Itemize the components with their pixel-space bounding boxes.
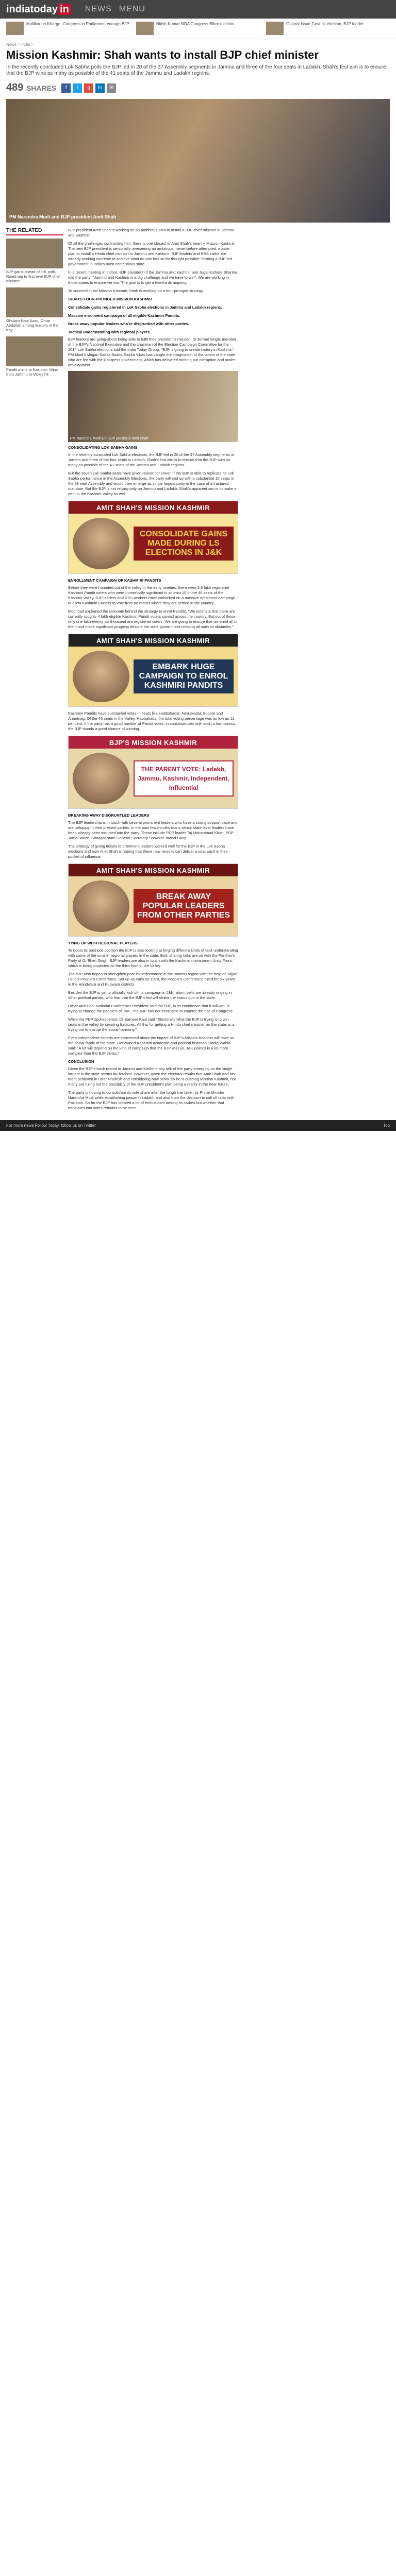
card-ribbon: AMIT SHAH'S MISSION KASHMIR [69,501,238,514]
trending-thumb [136,22,154,35]
paragraph: Of all the challenges confronting him, there is one closest to Amit Shah's heart -- Mission Kashmir. The new BJP president is personally overseeing an ambitious, never-before attempted, master plan to install a Hindu chief minister in Jammu and Kashmir. BJP leaders and RSS cadre are already working overtime to achieve what no one has so far thought possible: forming a BJP-led government in India's most contentious state. [68,241,236,266]
card-headline: EMBARK HUGE CAMPAIGN TO ENROL KASHMIRI PANDITS [134,659,234,693]
related-item[interactable] [6,336,63,377]
article-summary: In the recently concluded Lok Sabha polls the BJP led in 20 of the 37 Assembly segments in Jammu and three of the four seats in Ladakh. Shah's first aim is to ensure that the BJP wins as many as possible of the 41 seats of the Jammu and Ladakh regions. [6,64,386,76]
paragraph: Besides the BJP is yet to officially kick off its campaign in J&K, alarm bells are already ringing in other political parties, who fear that the BJP's bid will shake the status quo in the state. [68,990,232,1000]
logo-in: in [58,4,71,15]
linkedin-icon[interactable]: in [95,83,105,93]
related-item[interactable] [6,239,63,283]
card-ribbon: BJP'S MISSION KASHMIR [69,736,238,749]
site-logo[interactable] [6,4,71,15]
related-item[interactable] [6,287,63,332]
share-row [0,79,396,97]
related-text: Ghulam Nabi Azad, Omar Abdullah among leaders in the fray [6,318,59,332]
infographic-card [68,501,238,574]
section-heading: CONCLUSION [68,1059,94,1064]
trending-text: Gujarat issue Govt hit election, BJP leader [286,22,364,26]
strategy-point: Massive enrolment campaign of all eligible Kashmiri Pandits. [68,313,180,318]
portrait-image [73,880,129,932]
paragraph: Before they were hounded out of the valley in the early nineties, there were 2.5 lakh registered Kashmiri Pandit voters who were numerically significant in at least 15 of the 46 seats of the Kashmir Valley. BJP leaders and RSS workers have embarked on a massive enrolment campaign to allow Kashmiri Pandits to vote from no matter where they are settled in the country. [68,585,235,605]
portrait-image [73,753,129,804]
infographic-card [68,634,238,707]
trending-item[interactable] [6,22,130,36]
breadcrumb[interactable]: News > India > [6,42,34,47]
trending-text: Nitish Kumar NDA Congress Bihar election [156,22,235,26]
hero-caption: PM Narendra Modi and BJP president Amit Shah [9,214,117,219]
paragraph: To succeed in his Mission Kashmir, Shah is working on a four-pronged strategy. [68,289,204,293]
section-heading: BREAKING AWAY DISGRUNTLED LEADERS [68,813,150,818]
top-bar [0,0,396,19]
card-headline: BREAK AWAY POPULAR LEADERS FROM OTHER PARTIES [134,889,234,923]
nav-news[interactable]: NEWS [85,5,112,13]
related-thumb [6,287,63,317]
card-headline: CONSOLIDATE GAINS MADE DURING LS ELECTIONS IN J&K [134,527,234,561]
paragraph: Omar Abdullah, National Conference President said the BJP, in its confidence that it will win, is trying to change the people's of J&K. The BJP has not been able to counter the rise of Congress. [68,1004,234,1013]
trending-item[interactable] [136,22,260,36]
strategy-point: Consolidate gains registered in Lok Sabha elections in Jammu and Ladakh regions. [68,305,222,310]
photo-caption: PM Narendra Modi and BJP president Amit Shah [70,437,148,440]
paragraph: The BJP leadership is in touch with several prominent leaders who have a strong support base and are unhappy in their present parties. In the past few months many senior state level leaders have been already been inducted into the party. Those include PDP leader Taj Mohammad Khan, PDP Jamal Waze, Srinagar state General Secretary Showkat Jawad Dang. [68,820,238,840]
trending-item[interactable] [266,22,390,36]
strategy-point: Break away popular leaders who're disgruntled with other parties. [68,321,189,326]
article-content [0,225,396,1117]
paragraph: While the PDP spokesperson Dr Sameer Kaul said "Electorally what the BJP is trying is to win seats in the valley by creating fractures. All this for getting a Hindu chief minister on the state, is a trying out to disrupt the social harmony." [68,1017,235,1032]
paragraph: BJP leaders are going about being able to fulfil their president's mission. Dr Nirmal Singh, member of the BJP's National Executive and the chairman of the Election Campaign Committee for the 2014 Lok Sabha elections told the India Today Group, "BJP is going to create history in Kashmir." PM Modi's slogan Sabka Saath, Sabka Vikas has caught the imagination of the voters of the state who are fed with the Congress government, which has delivered nothing but corruption and under-development. [68,337,237,367]
related-text: Pandit plans to Kashmir: Wins from Jammu to Valley hit [6,367,58,377]
related-text: BJP gains ahead of J-K polls: Roadmap to first ever BJP chief minister [6,269,61,283]
paragraph: The party is hoping to consolidate its vote share after the tough line taken by Prime Minister Narendra Modi while establishing peace in Ladakh and also from the decision to call off talks with Pakistan. So far the BJP has created a lot of enthusiasm among its cadres but whether that translates into votes remains to be seen. [68,1090,235,1110]
paragraph: The strategy of giving tickets to prominent leaders worked well for the BJP in the Lok Sabha elections and now Amit Shah is hoping that these new recruits can deliver a seat each in their pocket of influence. [68,844,228,859]
paragraph: In a recent meeting in Indore, BJP president of the Jammu and Kashmir unit Jugal Kishore Sharma told the party: "Jammu and Kashmir is a big challenge and we have to win". We are working in those states to ensure we win. The goal is to get a two-thirds majority. [68,270,237,285]
hero-image [6,99,390,223]
infographic-card [68,736,238,809]
footer [0,1120,396,1131]
paragraph: Modi had explained the rationale behind the strategy to enrol Pandits. "We estimate that there are currently roughly 4 lakh eligible Kashmiri Pandit voters spread across the country. But out of those only one lakh-twenty six thousand are registered voters. We are going to ensure that we enrol all of them and make significant progress despite the state government creating all sorts of obstacles." [68,609,238,629]
article-body [68,228,238,1114]
trending-thumb [266,22,284,35]
top-nav [85,5,145,14]
card-headline: THE PARENT VOTE: Ladakh, Jammu, Kashmir, Independent, Influential [134,760,234,796]
related-heading: THE RELATED [6,228,63,235]
paragraph: The BJP also hopes to strengthen post its performance in the Jammu region with the help of Sajjad Lone's People's Conference. Set up as early as 1978, the People's Conference ruled for six years in the Handwara and Kupwara districts. [68,972,238,987]
paragraph: BJP president Amit Shah is working on an ambitious plan to install a BJP chief minister in Jammu and Kashmir. [68,228,234,238]
paragraph: Kashmiri Pandits have substantial votes in seats like Habbakadal, Amirakadal, Sopore and Anantnag. Of the 46 seats in the Valley, Habbakadal the total voting percentage was as low as 11 per cent. If the party has a good number of Pandit votes, in constituencies with such a low turnout, the BJP stands a good chance of winning. [68,711,236,731]
paragraph: In the recently concluded Lok Sabha elections, the BJP led in 20 of the 37 Assembly segments in Jammu and three of the four seats in Ladakh. Shah's first aim is to ensure that the BJP wins as many as possible of the 41 seats of the Jammu and Ladakh regions. [68,452,234,467]
article-title: Mission Kashmir: Shah wants to install BJP chief minister [6,48,319,61]
article-photo [68,371,238,442]
share-count: 489 SHARES [6,82,57,93]
card-ribbon: AMIT SHAH'S MISSION KASHMIR [69,864,238,876]
trending-strip [0,19,396,39]
nav-menu[interactable]: MENU [119,5,145,13]
portrait-image [73,651,129,702]
section-heading: SHAH'S FOUR-PRONGED MISSION KASHMIR [68,297,152,301]
related-thumb [6,336,63,366]
card-ribbon: AMIT SHAH'S MISSION KASHMIR [69,634,238,647]
back-to-top-link[interactable]: Top [383,1123,390,1128]
mail-icon[interactable]: ✉ [107,83,116,93]
trending-text: Mallikarjun Kharge: Congress in Parliament enough BJP [26,22,129,26]
logo-text: indiatoday [6,3,58,15]
strategy-point: Tactical understanding with regional players. [68,330,151,334]
facebook-icon[interactable]: f [61,83,71,93]
paragraph: Even independent experts are concerned about the impact of BJP's Mission Kashmir will have on the social fabric of the state. Renowned Kashmiri academic and political historian Siddiq Wahid said: "A lot will depend on the kind of campaign that the BJP will run. J&K politics is a lot more complex than the BJP thinks." [68,1036,235,1056]
section-heading: TYING UP WITH REGIONAL PLAYERS [68,941,138,945]
section-heading: CONSOLIDATING LOK SABHA GAINS [68,445,138,450]
google-plus-icon[interactable]: g [84,83,93,93]
footer-text[interactable]: For more news Follow Today, follow us on Twitter [6,1123,96,1128]
infographic-card [68,863,238,937]
related-thumb [6,239,63,268]
trending-thumb [6,22,24,35]
twitter-icon[interactable]: t [73,83,82,93]
portrait-image [73,518,129,569]
paragraph: Given the BJP's track record in Jammu and Kashmir any talk of the party emerging as the single largest in the state seems far-fetched. However, given the electoral results that Amit Shah and his team achieved in Uttar Pradesh and considering how seriously he is pushing Mission Kashmir, not many are ruling out the possibility of the BJP president's plan being a reality in the near future. [68,1066,236,1087]
section-heading: ENROLLMENT CAMPAIGN OF KASHMIRI PANDITS [68,578,161,583]
paragraph: To boost its post-poll position the BJP is also looking at forging different kinds of tacit understanding with some of the smaller regional players in the state. Both sharing talks are on with the Panther's Party of Dr Bhim Singh. BJP leaders are also in touch with the Kashmiri mainstream Unity Front, which is being projected as the third front in the Valley. [68,948,238,968]
paragraph: But the seven Lok Sabha seats have given reason for cheer. If the BJP is able to replicate its Lok Sabha performance in the Assembly Elections, the party will end up with a substantial 32 seats in the 88 seat Assembly and would then emerge as single largest party in the case of a fractured mandate. But the BJP is not relying only on Jammu and Ladakh. Shah's apparent aim is to make a dent in the Kashmir Valley as well. [68,471,237,496]
related-sidebar [6,228,63,1114]
